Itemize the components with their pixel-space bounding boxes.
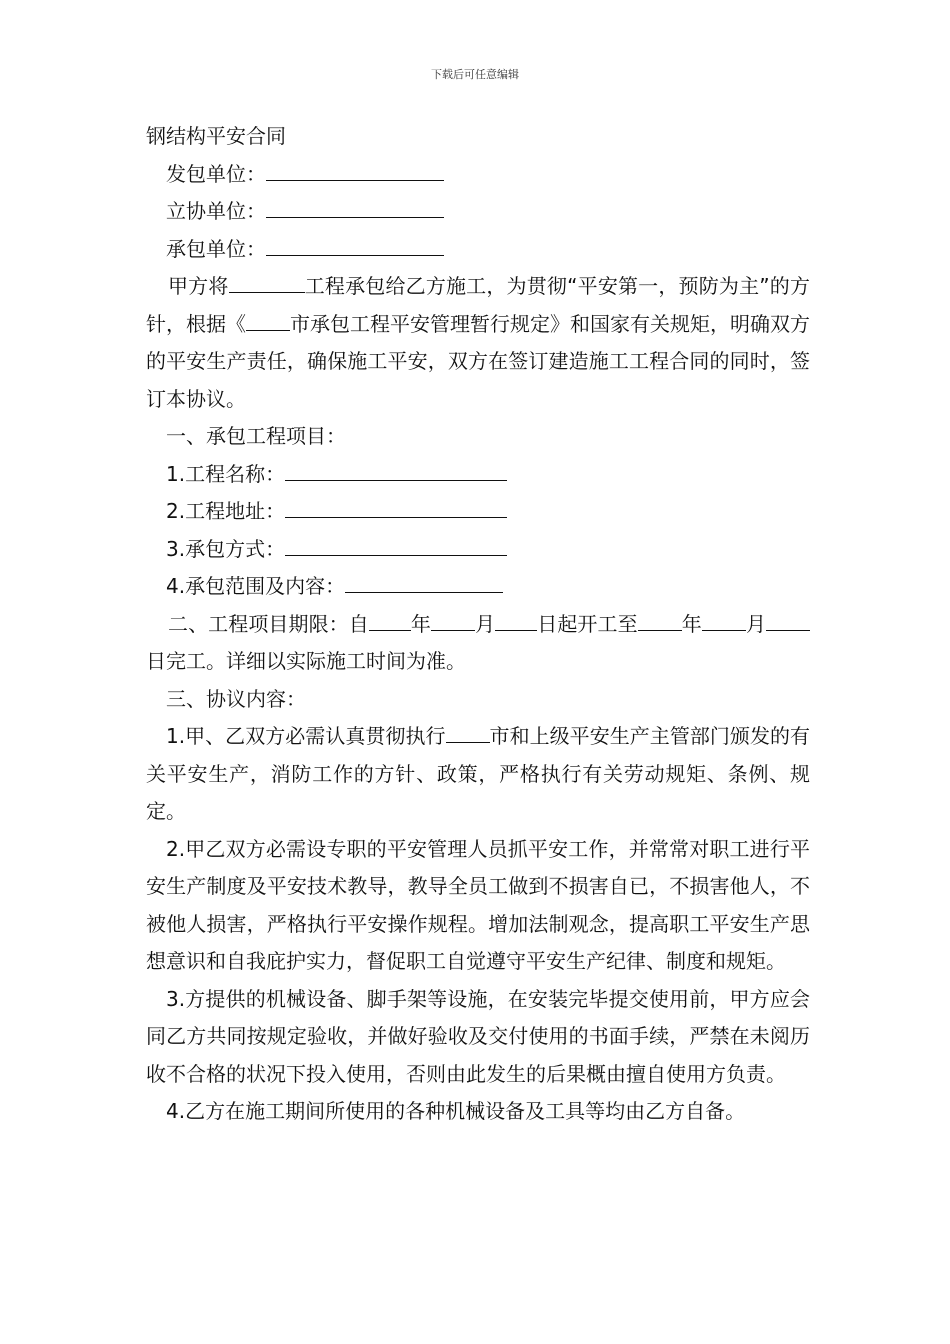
document-body xyxy=(146,118,810,1131)
clause-text: 1.甲、乙双方必需认真贯彻执行 xyxy=(166,724,446,748)
blank-line xyxy=(266,159,444,181)
blank-line xyxy=(266,196,444,218)
document-title: 钢结构平安合同 xyxy=(146,124,286,148)
blank-line xyxy=(431,609,475,631)
intro-paragraph xyxy=(146,268,810,418)
intro-text: 市承包工程平安管理暂行规定》和国家有关规矩，明确双方的平安生产责任，确保施工平安，双方在签订建造施工工程合同的同时，签订本协议。 xyxy=(146,311,810,411)
section3-clause-1 xyxy=(146,718,810,831)
blank-line xyxy=(266,234,444,256)
field-label: 承包单位： xyxy=(166,236,266,261)
section2-text: 二、工程项目期限：自 xyxy=(168,611,369,636)
section1-item xyxy=(146,568,810,606)
section1-item xyxy=(146,531,810,569)
blank-line xyxy=(345,571,503,593)
section2-text: 日完工。详细以实际施工时间为准。 xyxy=(146,649,466,673)
blank-line xyxy=(495,609,537,631)
section2-text: 日起开工至 xyxy=(537,611,638,636)
section2-text: 年 xyxy=(681,611,702,636)
section2-paragraph xyxy=(146,606,810,681)
section3-clause-4: 4.乙方在施工期间所使用的各种机械设备及工具等均由乙方自备。 xyxy=(166,1099,746,1123)
blank-line xyxy=(285,496,507,518)
page-header-note: 下载后可任意编辑 xyxy=(431,68,519,81)
section1-item xyxy=(146,493,810,531)
section2-text: 年 xyxy=(410,611,432,636)
item-label: 1.工程名称： xyxy=(166,461,286,486)
field-employer xyxy=(146,156,810,194)
item-label: 2.工程地址： xyxy=(166,499,286,523)
intro-text: 工程承包给乙方施工，为贯彻“平安第一，预防为主”的方针，根据《 xyxy=(146,274,810,336)
field-label: 立协单位： xyxy=(166,199,266,223)
blank-line xyxy=(246,309,290,331)
section3-clause-3: 3.方提供的机械设备、脚手架等设施，在安装完毕提交使用前，甲方应会同乙方共同按规定验收，并做好验收及交付使用的书面手续，严禁在未阅历收不合格的状况下投入使用，否则由此发生的后果概由擅自使用方负责。 xyxy=(146,986,810,1086)
blank-line xyxy=(285,459,507,481)
section1-heading: 一、承包工程项目： xyxy=(166,424,346,448)
item-label: 4.承包范围及内容： xyxy=(166,574,346,598)
section3-heading: 三、协议内容： xyxy=(166,686,306,711)
blank-line xyxy=(369,609,411,631)
section2-text: 月 xyxy=(745,611,767,636)
field-cosigner xyxy=(146,193,810,231)
blank-line xyxy=(229,271,305,293)
blank-line xyxy=(766,609,810,631)
section1-item xyxy=(146,456,810,494)
intro-text: 甲方将 xyxy=(168,274,229,298)
section3-clause-2: 2.甲乙双方必需设专职的平安管理人员抓平安工作，并常常对职工进行平安生产制度及平安技术教导，教导全员工做到不损害自已，不损害他人，不被他人损害，严格执行平安操作规程。增加法制观念，提高职工平安生产思想意识和自我庇护实力，督促职工自觉遵守平安生产纪律、制度和规矩。 xyxy=(146,836,810,973)
blank-line xyxy=(638,609,682,631)
section2-text: 月 xyxy=(475,611,496,636)
blank-line xyxy=(702,609,746,631)
field-contractor xyxy=(146,231,810,269)
clause-text: 市和上级平安生产主管部门颁发的有关平安生产，消防工作的方针、政策，严格执行有关劳动规矩、条例、规定。 xyxy=(146,724,810,823)
item-label: 3.承包方式： xyxy=(166,536,286,561)
blank-line xyxy=(446,721,490,743)
field-label: 发包单位： xyxy=(166,161,266,186)
blank-line xyxy=(285,534,507,556)
